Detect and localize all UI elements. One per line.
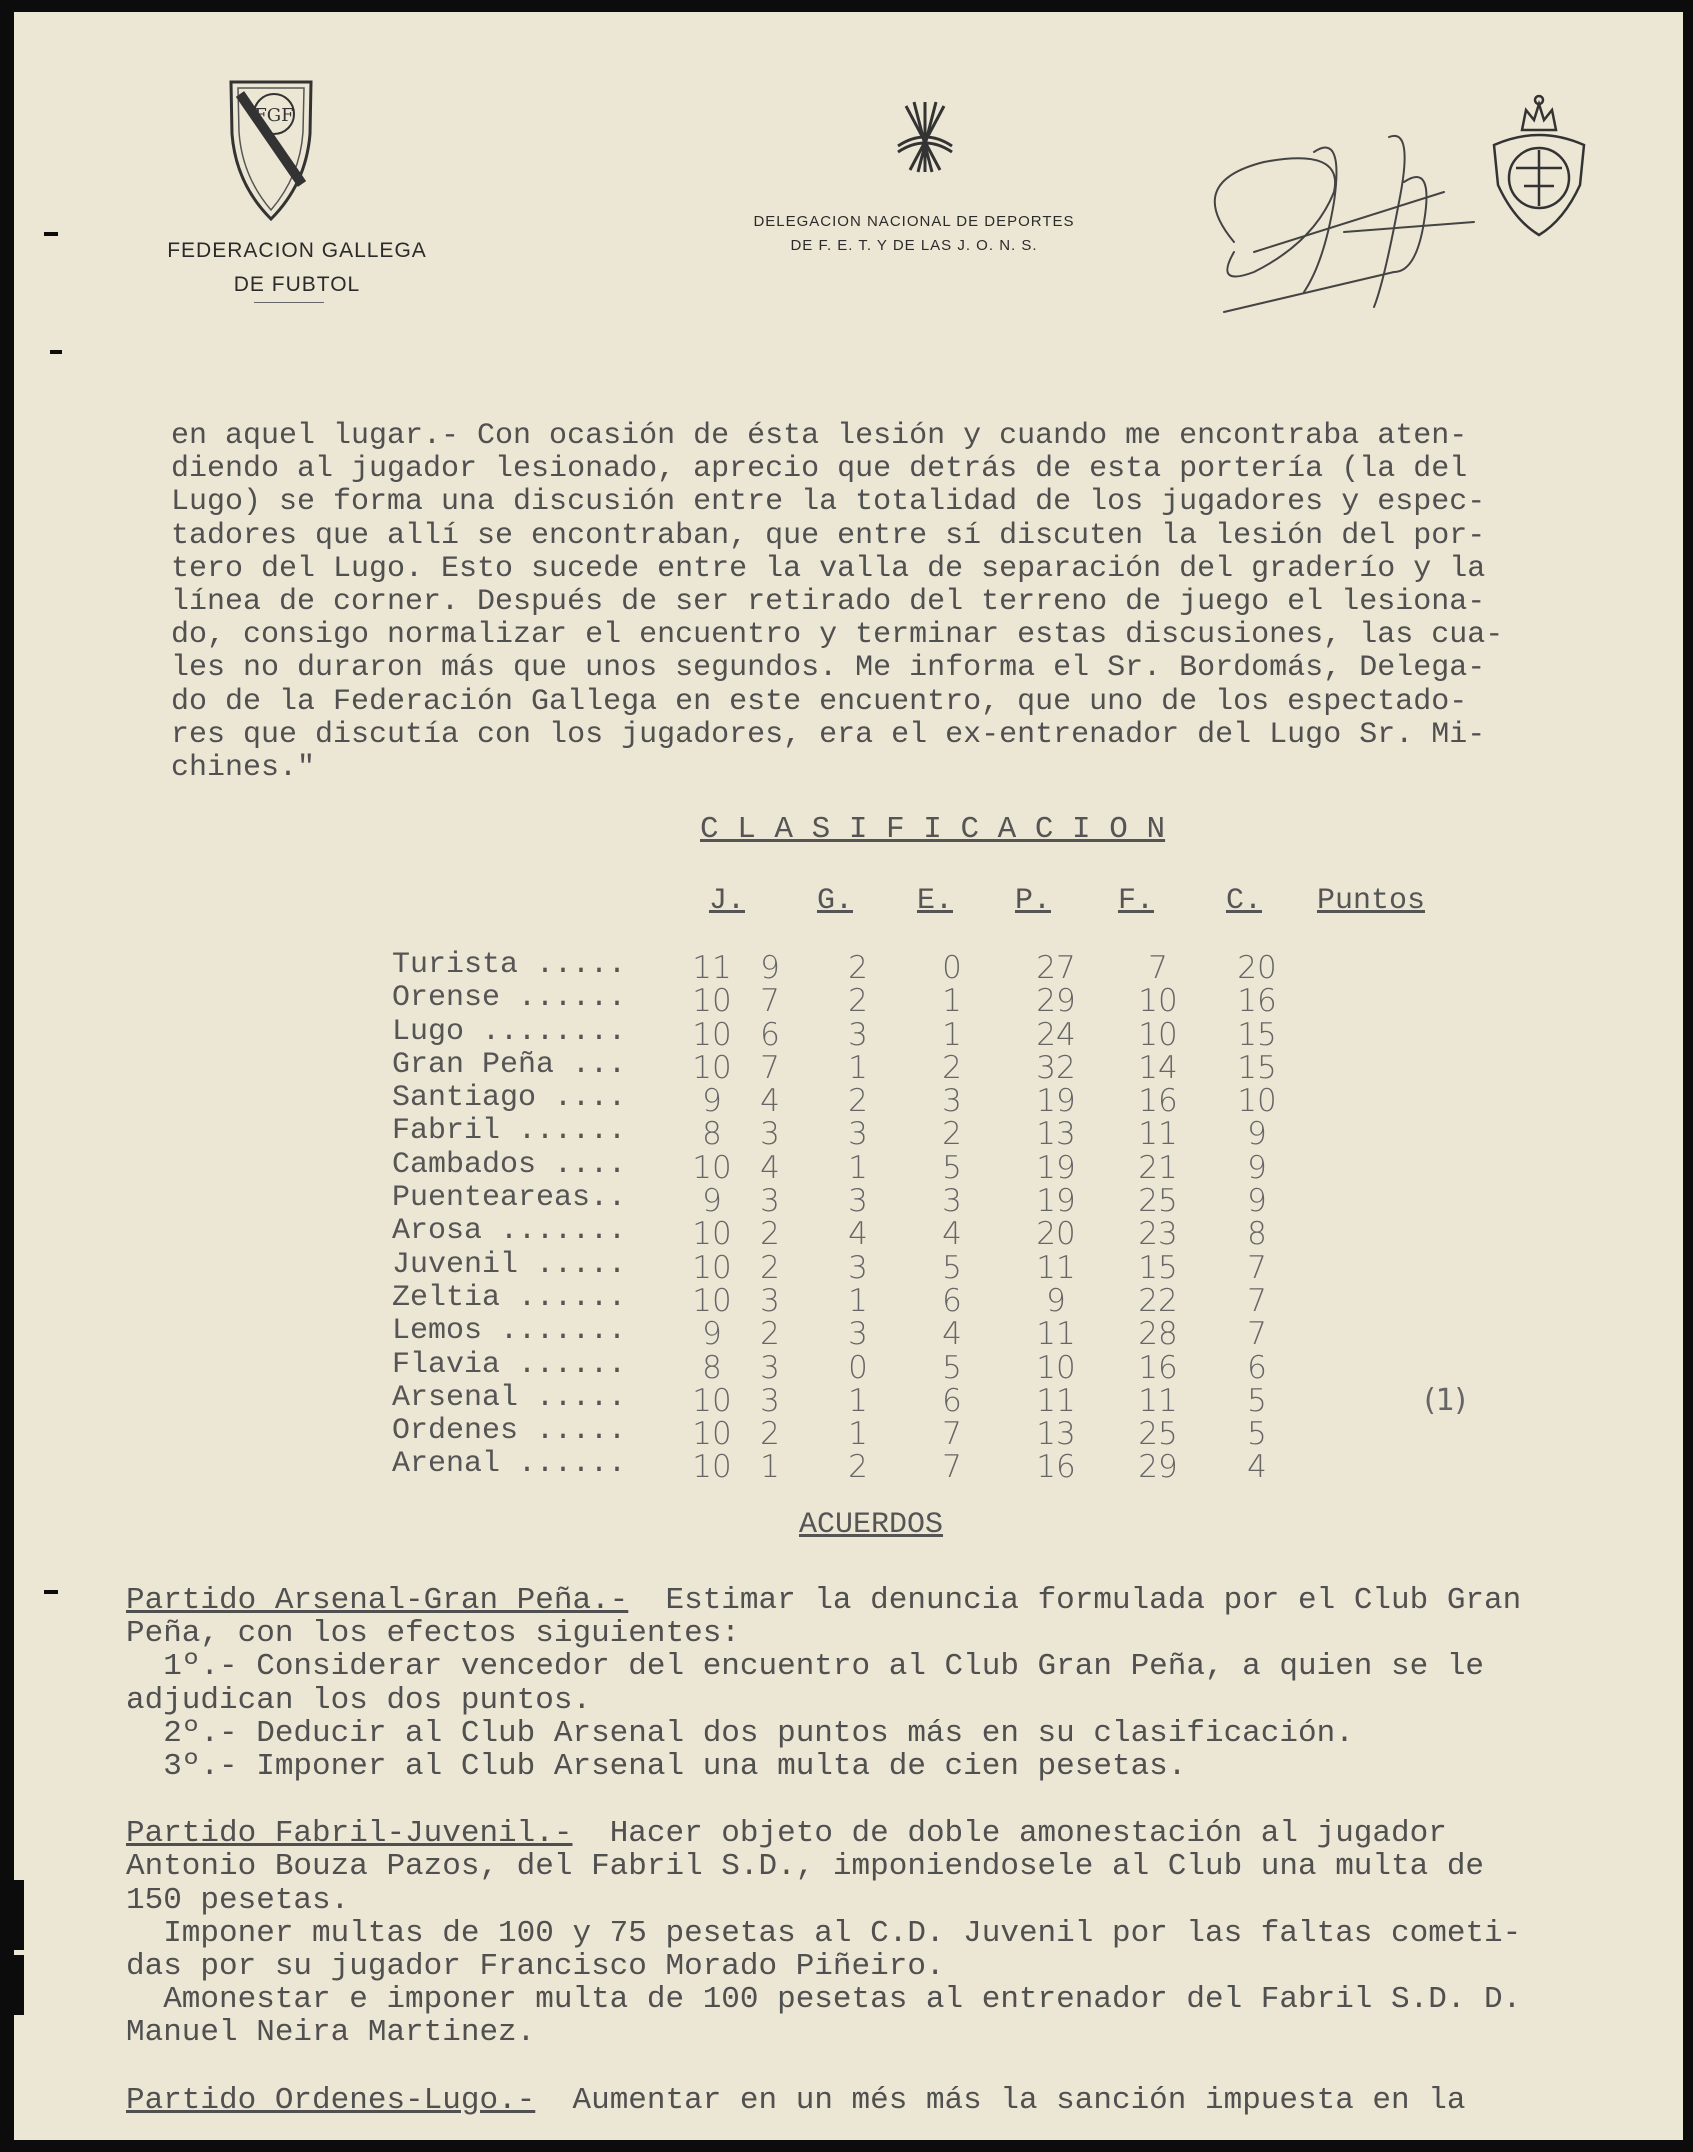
cell-j: 10 [692, 1449, 732, 1486]
cell-e: 4 [848, 1216, 868, 1253]
standings-row [392, 1181, 1492, 1220]
paragraph-line: tero del Lugo. Esto sucede entre la valla de separación del graderío y la [171, 551, 1486, 586]
document-page [14, 12, 1683, 2140]
col-header-f: F. [1117, 884, 1154, 918]
team-name: Turista ..... [392, 948, 627, 982]
cell-c: 10 [1138, 1016, 1178, 1053]
cell-p: 5 [942, 1249, 962, 1286]
cell-g: 4 [760, 1083, 780, 1120]
cell-f: 32 [1036, 1049, 1076, 1086]
standings-row [392, 1081, 1492, 1120]
acuerdo-line: Amonestar e imponer multa de 100 pesetas al entrenador del Fabril S.D. D. [126, 1982, 1522, 2018]
federation-name-line2: DE FUBTOL [233, 273, 361, 296]
standings-row [392, 981, 1492, 1020]
cell-pts: 5 [1247, 1416, 1267, 1453]
cell-pts: 10 [1237, 1083, 1277, 1120]
cell-j: 10 [692, 1249, 732, 1286]
classification-title: C L A S I F I C A C I O N [700, 812, 1166, 847]
cell-g: 3 [760, 1116, 780, 1153]
cell-g: 3 [760, 1282, 780, 1319]
cell-pts: 15 [1237, 1049, 1277, 1086]
acuerdos-body [126, 1584, 1683, 2117]
paragraph-line: res que discutía con los jugadores, era el ex-entrenador del Lugo Sr. Mi- [171, 717, 1486, 752]
team-name: Fabril ...... [392, 1114, 627, 1149]
cell-g: 3 [760, 1183, 780, 1220]
cell-p: 2 [942, 1049, 962, 1086]
federation-name [132, 234, 462, 302]
cell-pts: 16 [1237, 983, 1277, 1020]
standings-row [392, 948, 1492, 986]
team-name: Flavia ...... [392, 1347, 627, 1382]
team-name: Puenteareas.. [392, 1181, 627, 1216]
standings-row [392, 1347, 1492, 1386]
cell-g: 7 [760, 983, 780, 1020]
cell-c: 10 [1138, 983, 1178, 1020]
cell-f: 11 [1036, 1316, 1076, 1353]
cell-pts: 6 [1247, 1349, 1267, 1386]
cell-c: 23 [1138, 1216, 1178, 1253]
col-header-p: P. [1014, 884, 1051, 918]
cell-c: 7 [1148, 950, 1168, 986]
cell-f: 19 [1036, 1083, 1076, 1120]
paragraph-line: do, consigo normalizar el encuentro y terminar estas discusiones, las cua- [171, 618, 1504, 653]
cell-f: 24 [1036, 1016, 1076, 1053]
cell-pts: 8 [1247, 1216, 1267, 1253]
cell-j: 10 [692, 983, 732, 1020]
cell-pts: 7 [1247, 1249, 1267, 1286]
match-heading-arsenal-gran-pena: Partido Arsenal-Gran Peña.- [126, 1583, 629, 1618]
acuerdo-line: Antonio Bouza Pazos, del Fabril S.D., imponiendosele al Club una multa de [126, 1849, 1485, 1885]
cell-pts: 9 [1247, 1116, 1267, 1153]
torn-edge [14, 1955, 24, 2015]
standings-row [392, 1280, 1492, 1319]
cell-j: 10 [692, 1016, 732, 1053]
cell-g: 6 [760, 1016, 780, 1053]
standings-row [392, 1014, 1492, 1053]
acuerdo-line: Hacer objeto de doble amonestación al jugador [572, 1816, 1447, 1852]
cell-j: 9 [702, 1183, 722, 1220]
acuerdo-line: adjudican los dos puntos. [126, 1682, 592, 1718]
team-name: Gran Peña ... [392, 1047, 627, 1082]
team-name: Lugo ........ [392, 1014, 627, 1049]
cell-c: 25 [1138, 1183, 1178, 1220]
cell-j: 10 [692, 1216, 732, 1253]
federation-name-line1: FEDERACION GALLEGA [167, 239, 427, 262]
col-header-c: C. [1225, 884, 1262, 918]
cell-p: 1 [942, 983, 962, 1020]
paragraph-line: línea de corner. Después de ser retirado del terreno de juego el lesiona- [171, 585, 1486, 620]
cell-j: 9 [702, 1316, 722, 1353]
cell-f: 13 [1036, 1116, 1076, 1153]
team-name: Cambados .... [392, 1147, 627, 1182]
col-header-j: J. [708, 884, 745, 918]
cell-e: 1 [848, 1416, 868, 1453]
cell-g: 9 [760, 950, 780, 986]
cell-e: 0 [848, 1349, 868, 1386]
federation-shield-icon [226, 74, 316, 224]
acuerdo-line: Aumentar en un més más la sanción impuesta en la [535, 2082, 1466, 2118]
standings-row [392, 1114, 1492, 1153]
cell-g: 1 [760, 1449, 780, 1486]
cell-pts: 9 [1247, 1149, 1267, 1186]
standings-table [392, 948, 1492, 1486]
federation-underline [254, 302, 324, 303]
cell-e: 3 [848, 1316, 868, 1353]
cell-f: 10 [1036, 1349, 1076, 1386]
team-name: Lemos ....... [392, 1314, 627, 1349]
cell-e: 2 [848, 1083, 868, 1120]
cell-p: 0 [942, 950, 962, 986]
cell-p: 1 [942, 1016, 962, 1053]
acuerdo-line: 2º.- Deducir al Club Arsenal dos puntos más en su clasificación. [126, 1715, 1354, 1751]
cell-f: 13 [1036, 1416, 1076, 1453]
cell-j: 8 [702, 1349, 722, 1386]
cell-pts: 20 [1237, 950, 1277, 986]
match-heading-fabril-juvenil: Partido Fabril-Juvenil.- [126, 1816, 573, 1852]
cell-c: 11 [1138, 1382, 1178, 1419]
team-name: Santiago .... [392, 1081, 627, 1116]
team-name: Arsenal ..... [392, 1380, 627, 1415]
cell-f: 19 [1036, 1149, 1076, 1186]
cell-p: 7 [942, 1449, 962, 1486]
punch-mark [44, 1590, 58, 1594]
cell-e: 3 [848, 1183, 868, 1220]
team-name: Juvenil ..... [392, 1247, 627, 1282]
cell-c: 22 [1138, 1282, 1178, 1319]
cell-j: 10 [692, 1049, 732, 1086]
cell-p: 7 [942, 1416, 962, 1453]
col-header-puntos: Puntos [1316, 884, 1426, 918]
standings-row [392, 1314, 1492, 1353]
cell-j: 10 [692, 1282, 732, 1319]
cell-pts: 4 [1247, 1449, 1267, 1486]
standings-row [392, 1214, 1492, 1253]
team-name: Arenal ...... [392, 1447, 627, 1482]
federation-monogram: FGF [254, 105, 294, 126]
cell-pts: 7 [1247, 1316, 1267, 1353]
cell-c: 28 [1138, 1316, 1178, 1353]
torn-edge [14, 1880, 24, 1950]
standings-row [392, 1047, 1492, 1086]
report-paragraph [171, 420, 1683, 785]
cell-e: 1 [848, 1282, 868, 1319]
cell-f: 27 [1036, 950, 1076, 986]
standings-row [392, 1447, 1492, 1486]
cell-e: 1 [848, 1382, 868, 1419]
cell-c: 16 [1138, 1349, 1178, 1386]
cell-c: 21 [1138, 1149, 1178, 1186]
cell-g: 3 [760, 1382, 780, 1419]
cell-e: 2 [848, 983, 868, 1020]
cell-c: 25 [1138, 1416, 1178, 1453]
cell-f: 11 [1036, 1382, 1076, 1419]
cell-e: 3 [848, 1249, 868, 1286]
cell-p: 2 [942, 1116, 962, 1153]
cell-g: 2 [760, 1249, 780, 1286]
standings-row [392, 1147, 1492, 1186]
cell-p: 6 [942, 1282, 962, 1319]
cell-j: 11 [692, 950, 732, 986]
cell-j: 9 [702, 1083, 722, 1120]
acuerdo-line: das por su jugador Francisco Morado Piñeiro. [126, 1949, 945, 1985]
cell-f: 11 [1036, 1249, 1076, 1286]
cell-g: 7 [760, 1049, 780, 1086]
cell-p: 5 [942, 1149, 962, 1186]
footnote-marker: (1) [1424, 1382, 1467, 1418]
paragraph-line: do de la Federación Gallega en este encuentro, que uno de los espectado- [171, 684, 1468, 719]
cell-p: 3 [942, 1183, 962, 1220]
cell-f: 19 [1036, 1183, 1076, 1220]
cell-e: 2 [848, 1449, 868, 1486]
cell-e: 3 [848, 1116, 868, 1153]
acuerdo-line: 150 pesetas. [126, 1882, 350, 1918]
cell-f: 9 [1046, 1282, 1066, 1319]
delegation-line2: DE F. E. T. Y DE LAS J. O. N. S. [790, 237, 1038, 254]
cell-c: 14 [1138, 1049, 1178, 1086]
team-name: Zeltia ...... [392, 1280, 627, 1315]
cell-c: 15 [1138, 1249, 1178, 1286]
cell-j: 10 [692, 1416, 732, 1453]
team-name: Arosa ....... [392, 1214, 627, 1249]
col-header-g: G. [816, 884, 853, 918]
cell-c: 11 [1138, 1116, 1178, 1153]
cell-p: 4 [942, 1316, 962, 1353]
acuerdo-line: Peña, con los efectos siguientes: [126, 1616, 740, 1652]
cell-pts: 7 [1247, 1282, 1267, 1319]
paragraph-line: chines." [171, 751, 316, 786]
cell-e: 2 [848, 950, 868, 986]
cell-p: 5 [942, 1349, 962, 1386]
col-header-e: E. [916, 884, 953, 918]
delegation-line1: DELEGACION NACIONAL DE DEPORTES [753, 213, 1075, 230]
cell-pts: 15 [1237, 1016, 1277, 1053]
cell-e: 3 [848, 1016, 868, 1053]
cell-p: 4 [942, 1216, 962, 1253]
team-name: Orense ...... [392, 981, 627, 1016]
acuerdo-line: 1º.- Considerar vencedor del encuentro al Club Gran Peña, a quien se le [126, 1649, 1485, 1685]
cell-e: 1 [848, 1149, 868, 1186]
cell-p: 6 [942, 1382, 962, 1419]
acuerdo-line: 3º.- Imponer al Club Arsenal una multa de cien pesetas. [126, 1749, 1187, 1785]
cell-j: 8 [702, 1116, 722, 1153]
standings-row [392, 1247, 1492, 1286]
cell-pts: 5 [1247, 1382, 1267, 1419]
paragraph-line: les no duraron más que unos segundos. Me informa el Sr. Bordomás, Delega- [171, 651, 1486, 686]
cell-g: 4 [760, 1149, 780, 1186]
cell-e: 1 [848, 1049, 868, 1086]
paragraph-line: diendo al jugador lesionado, aprecio que detrás de esta portería (la del [171, 452, 1468, 487]
paragraph-line: Lugo) se forma una discusión entre la totalidad de los jugadores y espec- [171, 485, 1486, 520]
cell-pts: 9 [1247, 1183, 1267, 1220]
cell-f: 29 [1036, 983, 1076, 1020]
standings-row [392, 1414, 1492, 1453]
cell-g: 2 [760, 1316, 780, 1353]
paragraph-line: en aquel lugar.- Con ocasión de ésta lesión y cuando me encontraba aten- [171, 419, 1468, 453]
cell-g: 3 [760, 1349, 780, 1386]
cell-j: 10 [692, 1382, 732, 1419]
cell-f: 20 [1036, 1216, 1076, 1253]
cell-p: 3 [942, 1083, 962, 1120]
acuerdo-line: Estimar la denuncia formulada por el Club Gran [628, 1583, 1522, 1618]
punch-mark [44, 232, 58, 236]
cell-f: 16 [1036, 1449, 1076, 1486]
cell-g: 2 [760, 1416, 780, 1453]
handwritten-signature [1194, 122, 1494, 322]
royal-crest-icon [1484, 90, 1594, 240]
paragraph-line: tadores que allí se encontraban, que entre sí discuten la lesión del por- [171, 518, 1486, 553]
cell-c: 29 [1138, 1449, 1178, 1486]
cell-c: 16 [1138, 1083, 1178, 1120]
delegation-heading [694, 210, 1134, 258]
match-heading-ordenes-lugo: Partido Ordenes-Lugo.- [126, 2082, 536, 2118]
acuerdo-line: Manuel Neira Martinez. [126, 2015, 536, 2051]
acuerdos-title: ACUERDOS [799, 1508, 944, 1542]
standings-row [392, 1380, 1492, 1419]
punch-mark [50, 350, 62, 354]
cell-j: 10 [692, 1149, 732, 1186]
cell-g: 2 [760, 1216, 780, 1253]
team-name: Ordenes ..... [392, 1414, 627, 1449]
yoke-and-arrows-icon [890, 94, 960, 180]
acuerdo-line: Imponer multas de 100 y 75 pesetas al C.D. Juvenil por las faltas cometi- [126, 1915, 1522, 1951]
